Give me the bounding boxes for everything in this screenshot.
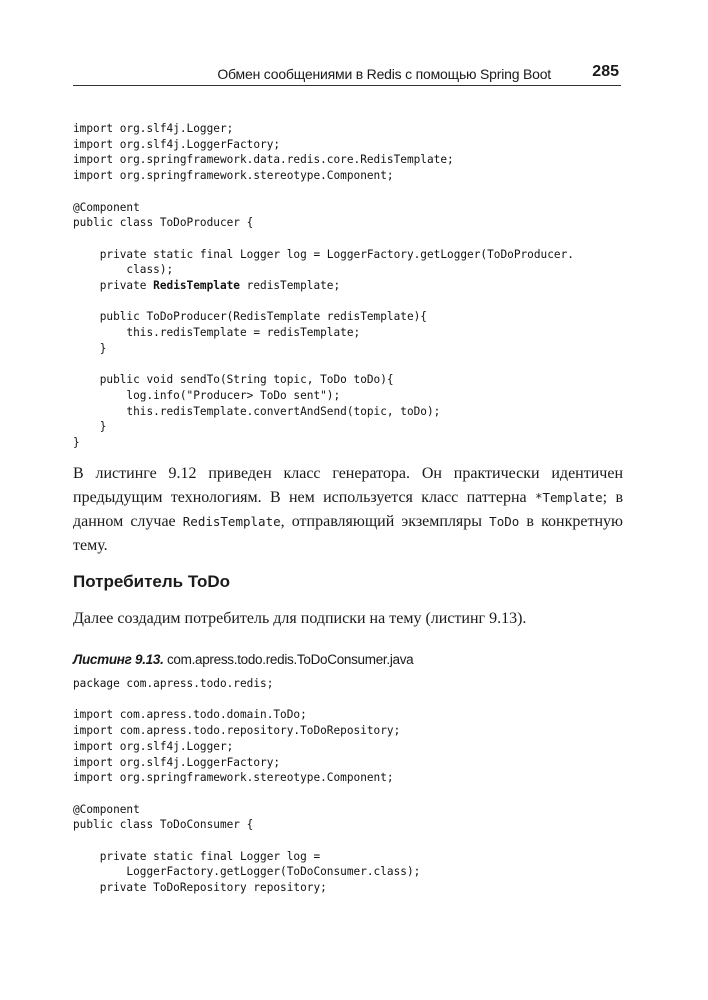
code-line: log.info("Producer> ToDo sent");	[73, 388, 341, 402]
code-line	[73, 692, 420, 708]
inline-code: *Template	[534, 490, 603, 505]
code-line: import org.slf4j.Logger;	[73, 739, 234, 753]
code-line: import com.apress.todo.repository.ToDoRepository;	[73, 724, 401, 738]
code-line	[73, 184, 574, 200]
listing-label: Листинг 9.13.	[73, 652, 164, 667]
header-title: Обмен сообщениями в Redis с помощью Spring Boot	[217, 66, 551, 82]
code-line: import org.slf4j.LoggerFactory;	[73, 137, 281, 151]
code-line	[73, 231, 574, 247]
inline-code: RedisTemplate	[182, 514, 281, 529]
code-line: @Component	[73, 802, 140, 816]
code-line	[73, 833, 420, 849]
code-line: import org.springframework.stereotype.Component;	[73, 771, 394, 785]
code-fragment: private	[73, 279, 154, 292]
code-line: public void sendTo(String topic, ToDo toDo){	[73, 373, 394, 387]
code-line	[73, 357, 574, 373]
paragraph-text: в конкретную тему.	[73, 513, 623, 554]
code-line: private ToDoRepository repository;	[73, 881, 327, 895]
paragraph-text: , отправляющий экземпляры	[280, 513, 490, 530]
code-fragment: redisTemplate;	[239, 279, 341, 292]
listing-file: com.apress.todo.redis.ToDoConsumer.java	[163, 652, 414, 667]
code-line: public class ToDoConsumer {	[73, 818, 254, 832]
code-line: import org.slf4j.Logger;	[73, 122, 234, 135]
section-heading: Потребитель ToDo	[73, 572, 230, 591]
code-line: class);	[73, 263, 174, 277]
paragraph-text: В листинге 9.12 приведен класс генератора. Он практически идентичен предыдущим технологиям. В нем используется класс паттерна	[73, 465, 623, 506]
code-line: }	[73, 420, 107, 434]
code-line: private static final Logger log = LoggerFactory.getLogger(ToDoProducer.	[73, 247, 574, 261]
page-number: 285	[592, 63, 619, 80]
code-line	[73, 294, 574, 310]
body-paragraph: Далее создадим потребитель для подписки на тему (листинг 9.13).	[73, 610, 527, 627]
code-line: LoggerFactory.getLogger(ToDoConsumer.class);	[73, 865, 421, 879]
code-line	[73, 786, 420, 802]
code-line: private static final Logger log =	[73, 849, 321, 863]
running-header	[73, 60, 621, 86]
code-line: import org.springframework.stereotype.Component;	[73, 169, 394, 183]
code-line: this.redisTemplate.convertAndSend(topic, toDo);	[73, 404, 441, 418]
code-line: @Component	[73, 200, 140, 214]
code-listing-producer	[73, 121, 574, 451]
body-paragraph	[73, 462, 623, 558]
code-listing-consumer	[73, 676, 420, 896]
code-line: import com.apress.todo.domain.ToDo;	[73, 708, 307, 722]
code-line: }	[73, 436, 80, 449]
listing-caption	[73, 652, 413, 667]
code-line: public class ToDoProducer {	[73, 216, 254, 230]
paragraph-text: ; в данном случае	[73, 489, 623, 530]
code-line-bold	[73, 278, 574, 294]
code-line: import org.springframework.data.redis.core.RedisTemplate;	[73, 153, 454, 167]
code-line: this.redisTemplate = redisTemplate;	[73, 326, 361, 340]
code-line: package com.apress.todo.redis;	[73, 677, 274, 690]
inline-code: ToDo	[489, 514, 520, 529]
code-line: import org.slf4j.LoggerFactory;	[73, 755, 281, 769]
code-line: }	[73, 341, 107, 355]
code-line: public ToDoProducer(RedisTemplate redisTemplate){	[73, 310, 427, 324]
code-bold-word: RedisTemplate	[153, 279, 240, 292]
